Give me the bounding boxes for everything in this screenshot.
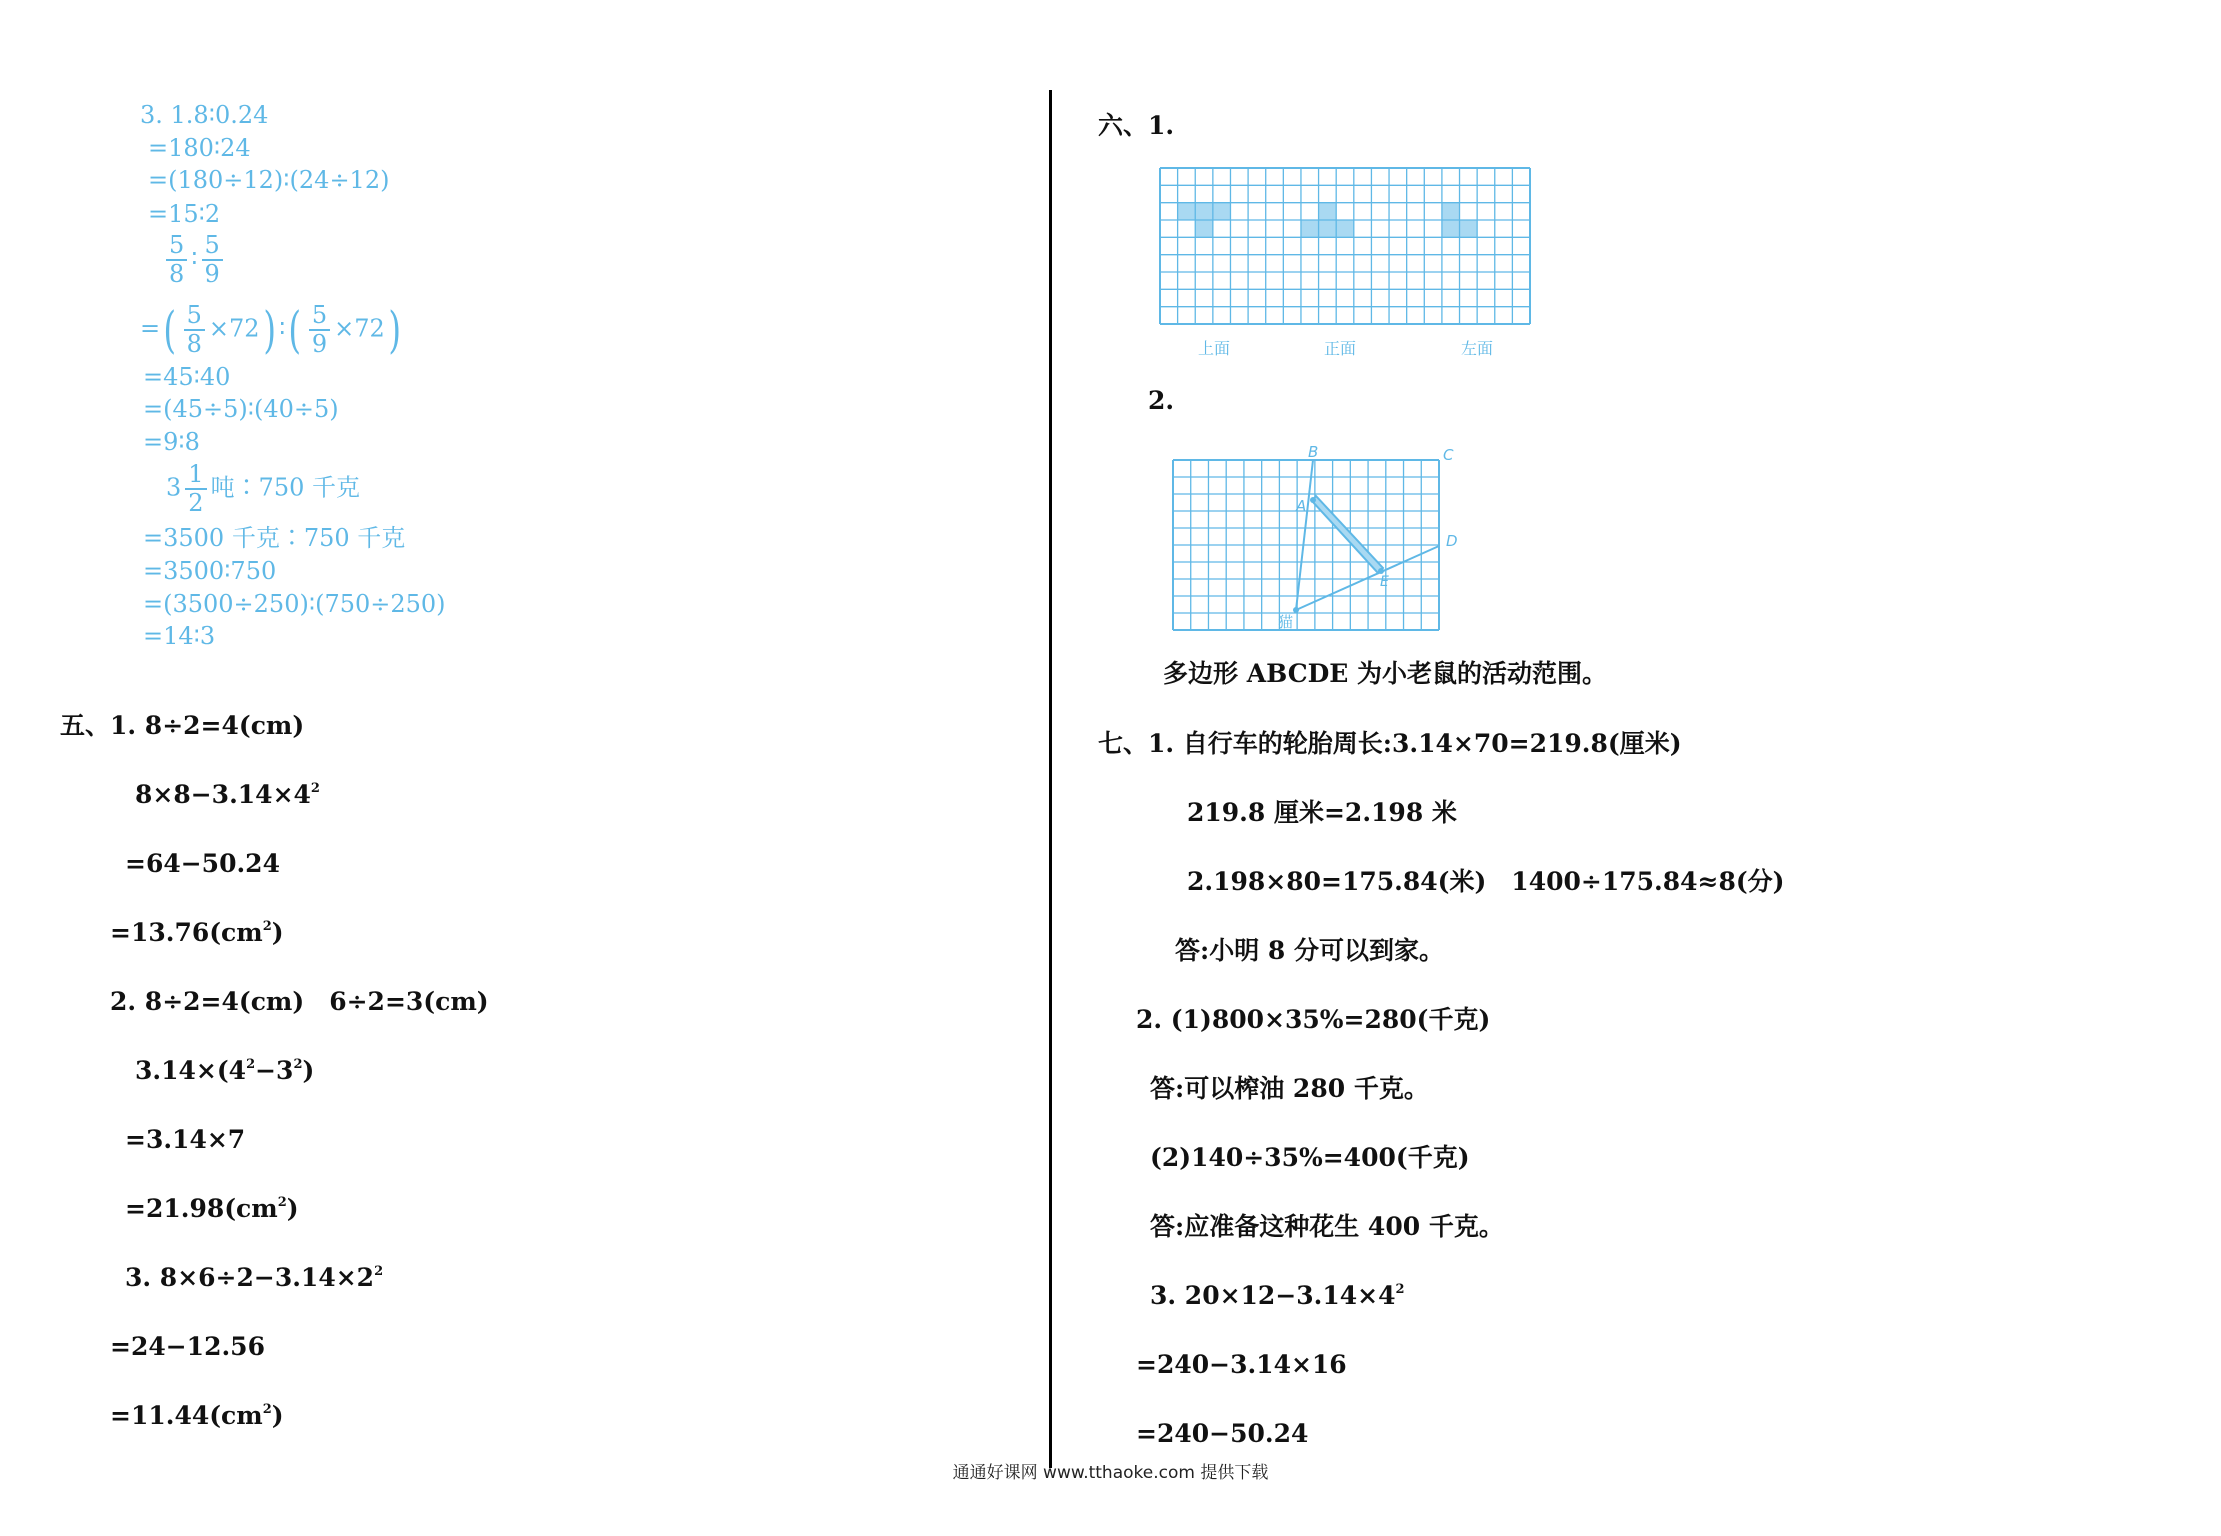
q4-line-8: =(45÷5)∶(40÷5) [143,395,339,423]
view-cell [1301,220,1319,237]
q5-line-1: 五、1. 8÷2=4(cm) [60,711,305,740]
q4-line-11: =3500 千克∶750 千克 [143,524,406,552]
view-cell [1195,220,1213,237]
q5-line-4: $=13.76(cm^2)$ [110,918,284,947]
view-cell [1336,220,1354,237]
q4-fraction-scaled: =( $\frac{5}{8}$ ×72) ∶( $\frac{5}{9}$ ×72) [140,301,401,359]
q6-conclusion: 多边形 ABCDE 为小老鼠的活动范围。 [1163,659,1608,688]
label-c: C [1443,446,1454,464]
q4-line-14: =14∶3 [143,622,216,650]
q7-line-5: 2. (1)800×35%=280(千克) [1136,1005,1491,1034]
q7-line-10: =240−3.14×16 [1136,1350,1347,1379]
q7-line-4: 答:小明 8 分可以到家。 [1175,936,1445,965]
q7-line-9: 3. $20\times 12-3.14\times 4^2$ [1150,1281,1405,1310]
q4-line-3: =(180÷12)∶(24÷12) [148,166,390,194]
q4-line-2: =180∶24 [148,134,251,162]
q5-line-6: $3.14\times(4^2-3^2)$ [135,1056,315,1085]
view-cell [1460,220,1478,237]
q7-line-8: 答:应准备这种花生 400 千克。 [1150,1212,1504,1241]
q4-line-12: =3500∶750 [143,557,277,585]
q7-line-2: 219.8 厘米=2.198 米 [1187,798,1457,827]
footer-source: 通通好课网 www.tthaoke.com 提供下载 [952,1463,1269,1483]
q6-heading-1: 六、1. [1098,111,1175,140]
fraction-5-8: $\frac{5}{8}$ [166,232,187,288]
column-divider [1049,90,1052,1468]
fraction-5-8-b: $\frac{5}{8}$ [184,302,205,358]
label-cat: 猫 [1278,613,1294,631]
view-cell [1178,203,1196,220]
view-label-left: 左面 [1461,339,1494,358]
view-cell [1442,220,1460,237]
q4-line-9: =9∶8 [143,428,200,456]
view-cell [1195,203,1213,220]
fraction-1-2: $\frac{1}{2}$ [185,461,206,517]
three-views-grid [1160,168,1530,324]
label-b: B [1308,443,1319,461]
view-label-top: 上面 [1198,339,1231,358]
q4-line-1: 3. 1.8∶0.24 [140,101,269,129]
q5-line-5: 2. 8÷2=4(cm) 6÷2=3(cm) [110,987,489,1016]
q5-line-10: =24−12.56 [110,1332,265,1361]
label-d: D [1446,532,1458,550]
line-cat-to-b [1296,460,1313,610]
q7-line-1: 七、1. 自行车的轮胎周长:3.14×70=219.8(厘米) [1098,729,1682,758]
point-a [1310,497,1316,503]
q5-line-11: $=11.44(cm^2)$ [110,1401,284,1430]
cat-mouse-grid [1173,460,1439,630]
q6-heading-2: 2. [1148,386,1175,415]
view-cell [1442,203,1460,220]
q4-line-4: =15∶2 [148,200,221,228]
fraction-5-9: $\frac{5}{9}$ [202,232,223,288]
q4-mixed-number: 3 $\frac{1}{2}$ 吨∶750 千克 [166,460,360,517]
q7-line-3: 2.198×80=175.84(米) 1400÷175.84≈8(分) [1187,867,1785,896]
view-cell [1319,203,1337,220]
q5-line-2: $8\times 8-3.14\times 4^2$ [135,780,320,809]
label-e: E [1380,574,1389,590]
q4-fraction-ratio: $\frac{5}{8}$ ∶ $\frac{5}{9}$ [162,232,227,288]
q7-line-7: (2)140÷35%=400(千克) [1150,1143,1470,1172]
view-cell [1319,220,1337,237]
point-cat [1293,607,1299,613]
view-label-front: 正面 [1324,339,1357,358]
fraction-5-9-b: $\frac{5}{9}$ [309,302,330,358]
q7-line-6: 答:可以榨油 280 千克。 [1150,1074,1429,1103]
label-a: A [1296,497,1307,515]
q5-line-9: 3. $8\times 6\div 2-3.14\times 2^2$ [125,1263,384,1292]
q7-line-11: =240−50.24 [1136,1419,1309,1448]
q4-line-7: =45∶40 [143,363,231,391]
view-cell [1213,203,1231,220]
q5-line-7: =3.14×7 [125,1125,246,1154]
q5-line-8: $=21.98(cm^2)$ [125,1194,299,1223]
q5-line-3: =64−50.24 [125,849,280,878]
q4-line-13: =(3500÷250)∶(750÷250) [143,590,446,618]
